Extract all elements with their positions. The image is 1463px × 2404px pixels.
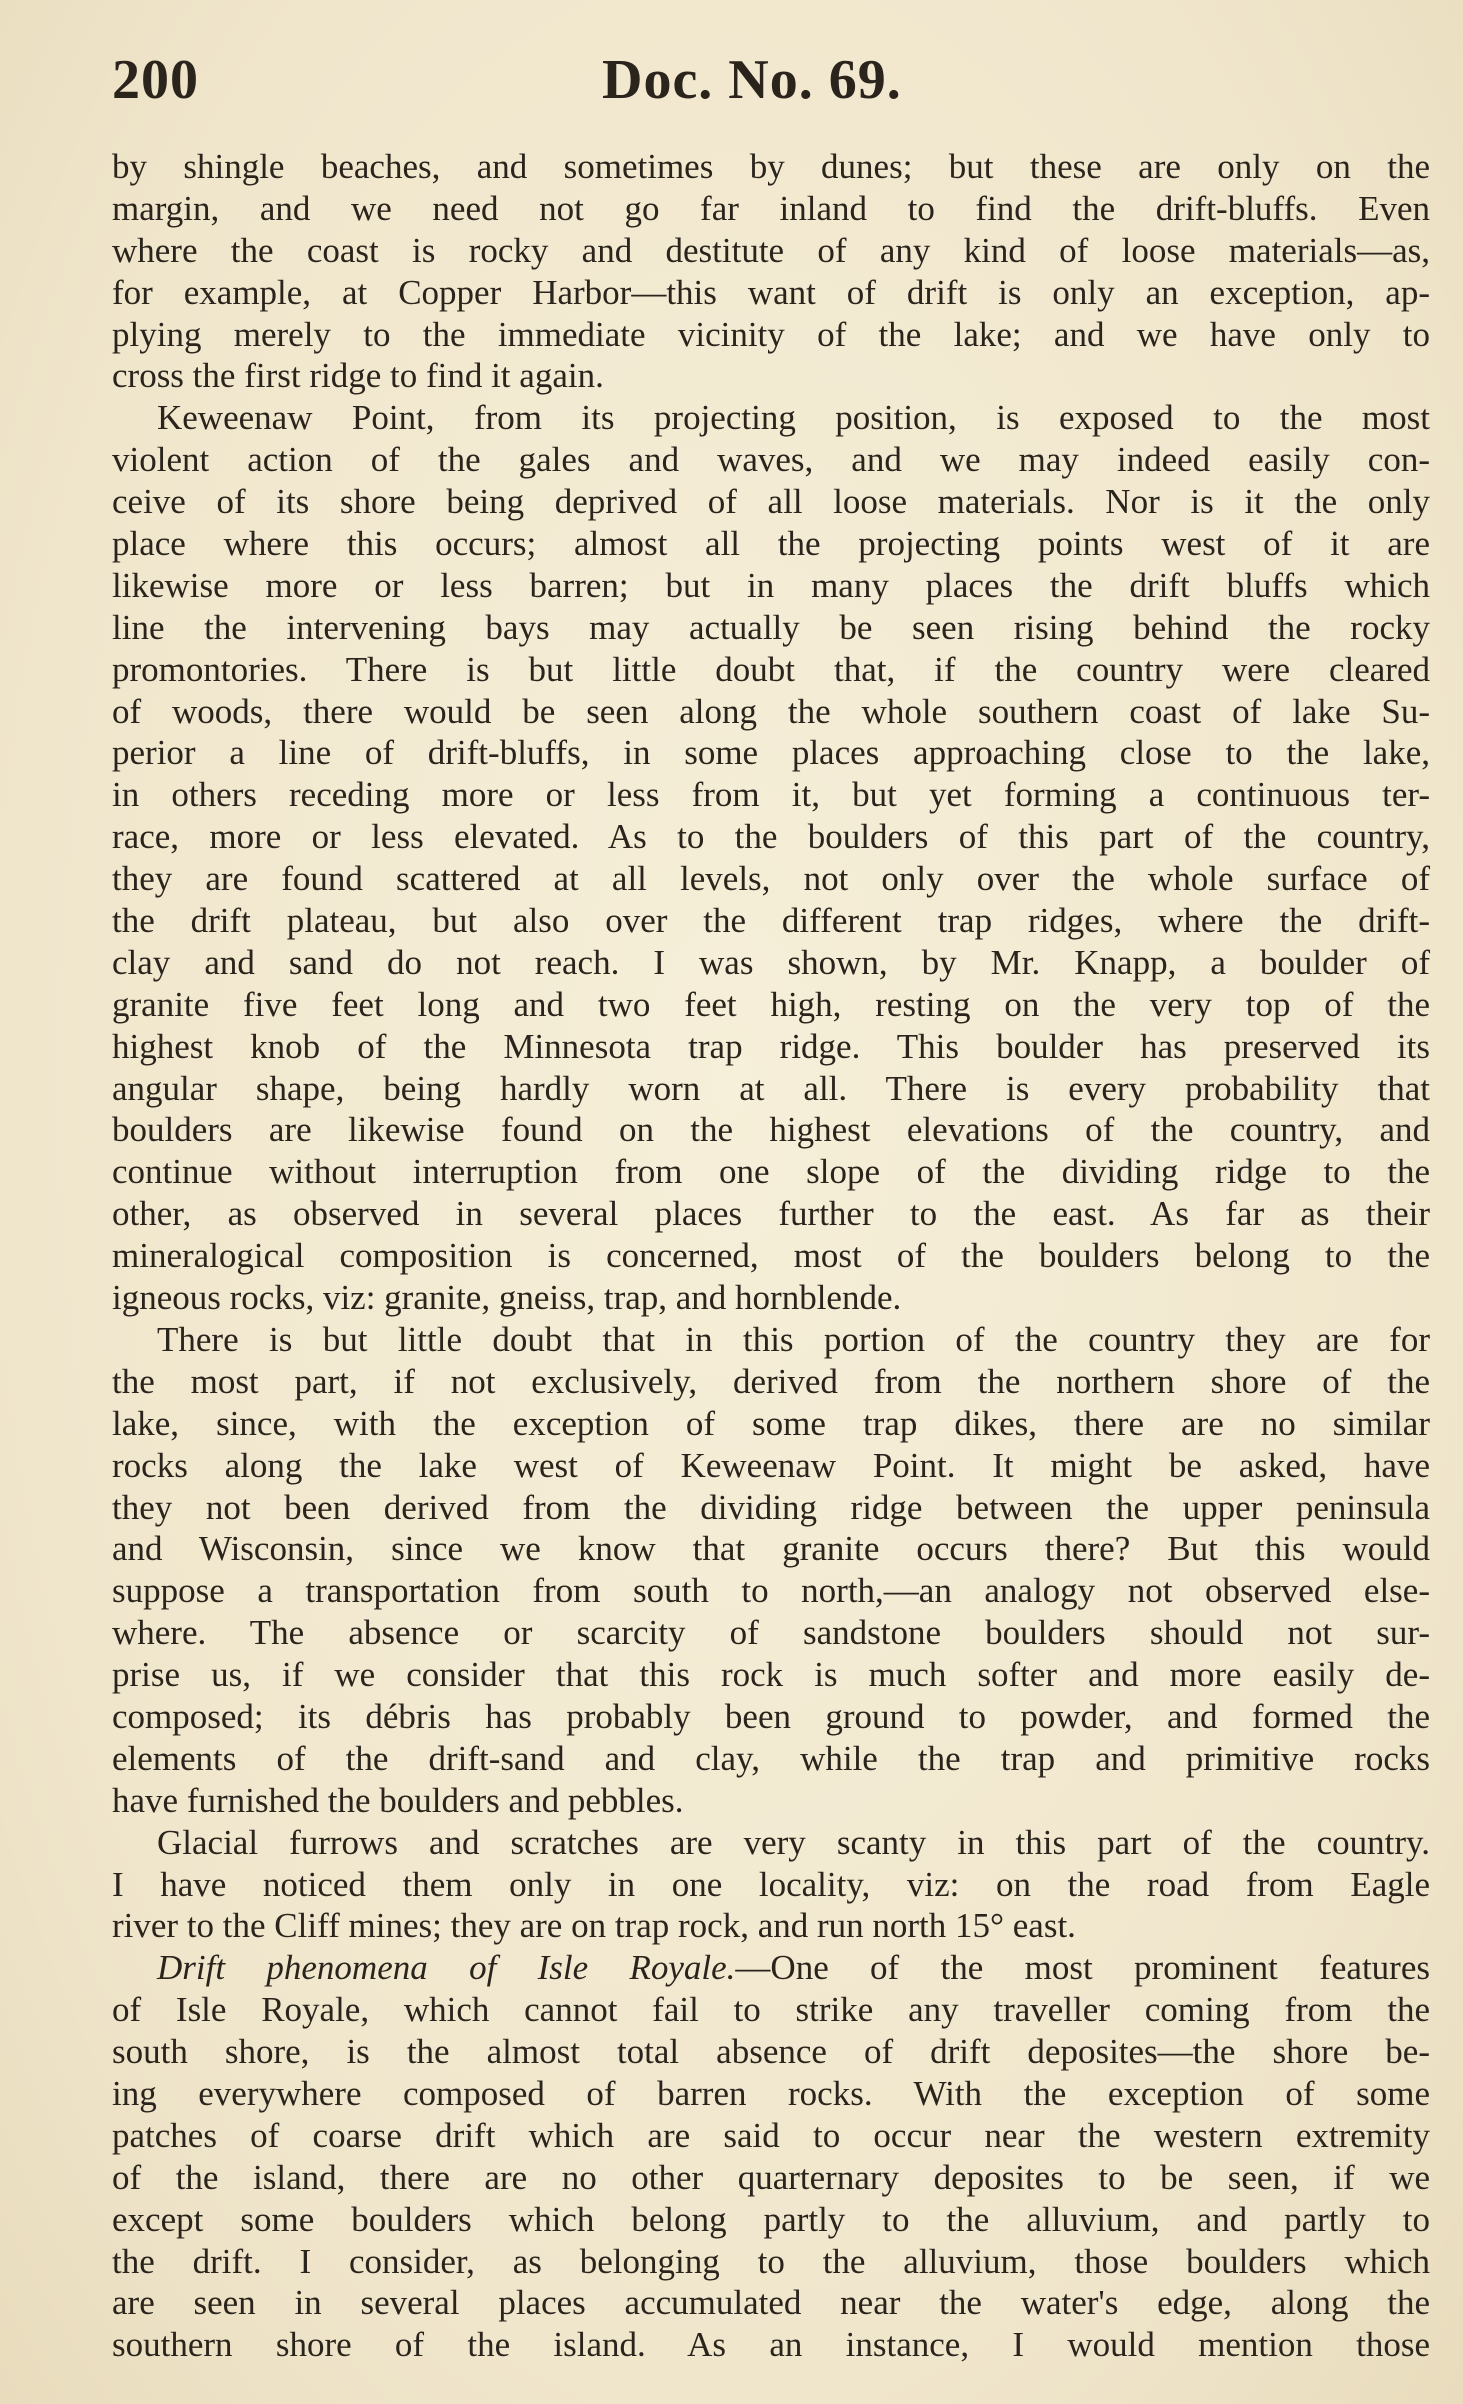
text-line: [112, 858, 1430, 900]
line-text: south shore, is the almost total absence of drift deposites—the shore be-: [112, 2032, 1430, 2072]
line-text: patches of coarse drift which are said to occur near the western extremity: [112, 2115, 1430, 2155]
text-line: [112, 272, 1430, 314]
text-line: [112, 2199, 1430, 2241]
line-text: the drift plateau, but also over the different trap ridges, where the drift-: [112, 901, 1430, 941]
text-line: [112, 691, 1430, 733]
line-text: mineralogical composition is concerned, most of the boulders belong to the: [112, 1236, 1430, 1276]
text-line: [112, 1487, 1430, 1529]
text-line: [112, 900, 1430, 942]
line-text: cross the first ridge to find it again.: [112, 356, 604, 396]
text-line: [112, 1193, 1430, 1235]
page-header: [112, 48, 1432, 118]
line-text: of the island, there are no other quarternary deposites to be seen, if we: [112, 2157, 1430, 2197]
line-text: boulders are likewise found on the highest elevations of the country, and: [112, 1110, 1430, 1150]
text-line: [112, 1905, 1430, 1947]
line-text: and Wisconsin, since we know that granite occurs there? But this would: [112, 1529, 1430, 1569]
text-line: [112, 649, 1430, 691]
text-line: [112, 1612, 1430, 1654]
text-line: [112, 188, 1430, 230]
line-text: for example, at Copper Harbor—this want of drift is only an exception, ap-: [112, 272, 1430, 312]
text-line: [112, 1235, 1430, 1277]
text-line: [112, 397, 1430, 439]
line-text: plying merely to the immediate vicinity of the lake; and we have only to: [112, 314, 1430, 354]
line-text: southern shore of the island. As an instance, I would mention those: [112, 2325, 1430, 2365]
line-text: continue without interruption from one slope of the dividing ridge to the: [112, 1152, 1430, 1192]
line-text: promontories. There is but little doubt that, if the country were cleared: [112, 649, 1430, 689]
text-line: [112, 2241, 1430, 2283]
text-line: [112, 1403, 1430, 1445]
line-text: perior a line of drift-bluffs, in some places approaching close to the lake,: [112, 733, 1430, 773]
line-text: elements of the drift-sand and clay, while the trap and primitive rocks: [112, 1738, 1430, 1778]
line-text: river to the Cliff mines; they are on trap rock, and run north 15° east.: [112, 1906, 1076, 1946]
body-text: [112, 146, 1430, 2366]
line-text: in others receding more or less from it, but yet forming a continuous ter-: [112, 775, 1430, 815]
line-text: ceive of its shore being deprived of all loose materials. Nor is it the only: [112, 482, 1430, 522]
line-text: the drift. I consider, as belonging to the alluvium, those boulders which: [112, 2241, 1430, 2281]
line-text: where the coast is rocky and destitute of any kind of loose materials—as,: [112, 230, 1430, 270]
line-text: margin, and we need not go far inland to find the drift-bluffs. Even: [112, 188, 1430, 228]
text-line: [112, 816, 1430, 858]
text-line: [112, 1151, 1430, 1193]
line-text: igneous rocks, viz: granite, gneiss, trap, and hornblende.: [112, 1278, 902, 1318]
page-number: 200: [112, 49, 199, 111]
text-line: [112, 1738, 1430, 1780]
text-line: [112, 439, 1430, 481]
line-text: rocks along the lake west of Keweenaw Point. It might be asked, have: [112, 1445, 1430, 1485]
text-line: [112, 1319, 1430, 1361]
text-line: [112, 230, 1430, 272]
text-line: [112, 1989, 1430, 2031]
text-line: [112, 314, 1430, 356]
text-line: [112, 1109, 1430, 1151]
text-line: [112, 1277, 1430, 1319]
line-text: clay and sand do not reach. I was shown, by Mr. Knapp, a boulder of: [112, 942, 1430, 982]
line-text: likewise more or less barren; but in many places the drift bluffs which: [112, 565, 1430, 605]
line-text: Glacial furrows and scratches are very scanty in this part of the country.: [157, 1822, 1430, 1862]
line-text: line the intervening bays may actually be seen rising behind the rocky: [112, 607, 1430, 647]
line-text: have furnished the boulders and pebbles.: [112, 1780, 684, 1820]
line-text: they not been derived from the dividing ridge between the upper peninsula: [112, 1487, 1430, 1527]
text-line: [112, 2324, 1430, 2366]
line-text: lake, since, with the exception of some trap dikes, there are no similar: [112, 1403, 1430, 1443]
text-line: [112, 942, 1430, 984]
text-line: [112, 1822, 1430, 1864]
text-line: [112, 2115, 1430, 2157]
line-text: I have noticed them only in one locality, viz: on the road from Eagle: [112, 1864, 1430, 1904]
document-title: Doc. No. 69.: [602, 49, 902, 111]
line-text: highest knob of the Minnesota trap ridge. This boulder has preserved its: [112, 1026, 1430, 1066]
text-line: [112, 1696, 1430, 1738]
line-text: —One of the most prominent features: [735, 1948, 1430, 1988]
line-text: race, more or less elevated. As to the boulders of this part of the country,: [112, 817, 1430, 857]
text-line: [112, 1570, 1430, 1612]
line-text: they are found scattered at all levels, not only over the whole surface of: [112, 859, 1430, 899]
line-text: composed; its débris has probably been ground to powder, and formed the: [112, 1696, 1430, 1736]
text-line: [112, 984, 1430, 1026]
text-line: [112, 2031, 1430, 2073]
line-text: of Isle Royale, which cannot fail to strike any traveller coming from the: [112, 1990, 1430, 2030]
line-text: except some boulders which belong partly to the alluvium, and partly to: [112, 2199, 1430, 2239]
line-text: There is but little doubt that in this portion of the country they are for: [157, 1319, 1430, 1359]
text-line: [112, 523, 1430, 565]
line-text: the most part, if not exclusively, derived from the northern shore of the: [112, 1361, 1430, 1401]
text-line: [112, 1445, 1430, 1487]
text-line: [112, 2157, 1430, 2199]
text-line: [112, 2282, 1430, 2324]
text-line: [112, 2073, 1430, 2115]
text-line: [112, 1361, 1430, 1403]
line-text: place where this occurs; almost all the projecting points west of it are: [112, 524, 1430, 564]
text-line: [112, 146, 1430, 188]
text-line: [112, 1947, 1430, 1989]
text-line: [112, 1026, 1430, 1068]
line-text: where. The absence or scarcity of sandstone boulders should not sur-: [112, 1613, 1430, 1653]
line-text: violent action of the gales and waves, and we may indeed easily con-: [112, 440, 1430, 480]
line-text: are seen in several places accumulated near the water's edge, along the: [112, 2283, 1430, 2323]
text-line: [112, 1864, 1430, 1906]
text-line: [112, 774, 1430, 816]
line-text: ing everywhere composed of barren rocks. With the exception of some: [112, 2073, 1430, 2113]
text-line: [112, 607, 1430, 649]
line-text: suppose a transportation from south to north,—an analogy not observed else-: [112, 1571, 1430, 1611]
text-line: [112, 565, 1430, 607]
text-line: [112, 1528, 1430, 1570]
line-text: by shingle beaches, and sometimes by dunes; but these are only on the: [112, 147, 1430, 186]
section-heading: Drift phenomena of Isle Royale.: [157, 1948, 736, 1988]
line-text: other, as observed in several places further to the east. As far as their: [112, 1194, 1430, 1234]
line-text: prise us, if we consider that this rock is much softer and more easily de-: [112, 1655, 1430, 1695]
text-line: [112, 1780, 1430, 1822]
line-text: Keweenaw Point, from its projecting position, is exposed to the most: [157, 398, 1430, 438]
line-text: angular shape, being hardly worn at all. There is every probability that: [112, 1068, 1430, 1108]
line-text: of woods, there would be seen along the whole southern coast of lake Su-: [112, 691, 1430, 731]
text-line: [112, 355, 1430, 397]
text-line: [112, 1068, 1430, 1110]
text-line: [112, 481, 1430, 523]
text-line: [112, 732, 1430, 774]
line-text: granite five feet long and two feet high, resting on the very top of the: [112, 984, 1430, 1024]
text-line: [112, 1654, 1430, 1696]
